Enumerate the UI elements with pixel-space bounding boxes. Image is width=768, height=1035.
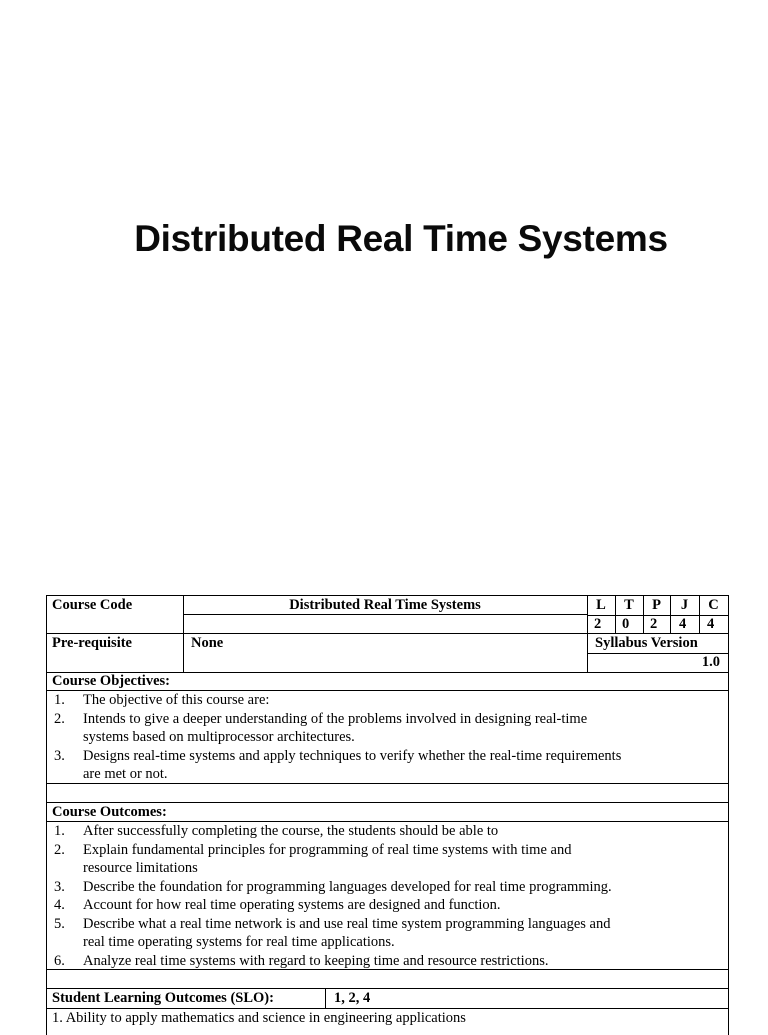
objective-item-number: 1. bbox=[54, 692, 65, 708]
ltpjc-value-t: 0 bbox=[622, 616, 630, 632]
syllabus-version-label: Syllabus Version bbox=[595, 635, 698, 651]
ltpjc-header-j: J bbox=[680, 597, 689, 613]
outcome-item-number: 2. bbox=[54, 841, 65, 858]
syllabus-version-value: 1.0 bbox=[701, 654, 720, 670]
outcome-item-number: 1. bbox=[54, 823, 65, 839]
objective-item-number: 2. bbox=[54, 710, 65, 727]
slide-title: Distributed Real Time Systems bbox=[134, 218, 668, 259]
objective-item-text: systems based on multiprocessor architectures. bbox=[83, 729, 355, 745]
objective-item-number: 3. bbox=[54, 747, 65, 764]
outcome-item-number: 6. bbox=[54, 952, 65, 969]
slo-item: 1. Ability to apply mathematics and science in engineering applications bbox=[52, 1010, 466, 1026]
course-title: Distributed Real Time Systems bbox=[289, 597, 481, 613]
outcome-item-number: 5. bbox=[54, 915, 65, 932]
outcome-item-text: resource limitations bbox=[83, 860, 198, 876]
syllabus-table bbox=[46, 595, 729, 1035]
outcome-item-number: 4. bbox=[54, 897, 65, 913]
objectives-heading: Course Objectives: bbox=[52, 673, 170, 689]
ltpjc-value-p: 2 bbox=[650, 616, 658, 632]
outcome-item-number: 3. bbox=[54, 878, 65, 895]
outcome-item-text: Explain fundamental principles for programming of real time systems with time and bbox=[83, 841, 572, 858]
ltpjc-header-t: T bbox=[624, 597, 634, 613]
slo-value: 1, 2, 4 bbox=[334, 990, 371, 1006]
ltpjc-value-c: 4 bbox=[707, 616, 715, 632]
ltpjc-header-l: L bbox=[596, 597, 606, 613]
outcomes-heading: Course Outcomes: bbox=[52, 804, 167, 820]
ltpjc-header-c: C bbox=[708, 597, 719, 613]
ltpjc-header-p: P bbox=[652, 597, 661, 613]
outcome-item-text: Analyze real time systems with regard to keeping time and resource restrictions. bbox=[83, 952, 549, 969]
slo-label: Student Learning Outcomes (SLO): bbox=[52, 990, 274, 1006]
objective-item-text: Designs real-time systems and apply techniques to verify whether the real-time requirements bbox=[83, 747, 622, 764]
objective-item-text: are met or not. bbox=[83, 766, 168, 782]
outcome-item-text: Describe the foundation for programming languages developed for real time programming. bbox=[83, 878, 612, 895]
outcome-item-text: After successfully completing the course, the students should be able to bbox=[83, 823, 499, 839]
outcome-item-text: Describe what a real time network is and use real time system programming languages and bbox=[83, 915, 611, 932]
course-code-label: Course Code bbox=[52, 597, 133, 613]
prereq-label: Pre-requisite bbox=[52, 635, 132, 651]
prereq-value: None bbox=[191, 635, 224, 651]
objective-item-text: Intends to give a deeper understanding of the problems involved in designing real-time bbox=[83, 710, 588, 727]
ltpjc-value-l: 2 bbox=[594, 616, 602, 632]
outcome-item-text: real time operating systems for real time applications. bbox=[83, 934, 395, 950]
outcome-item-text: Account for how real time operating systems are designed and function. bbox=[83, 897, 501, 913]
ltpjc-value-j: 4 bbox=[679, 616, 687, 632]
objective-item-text: The objective of this course are: bbox=[83, 692, 270, 708]
